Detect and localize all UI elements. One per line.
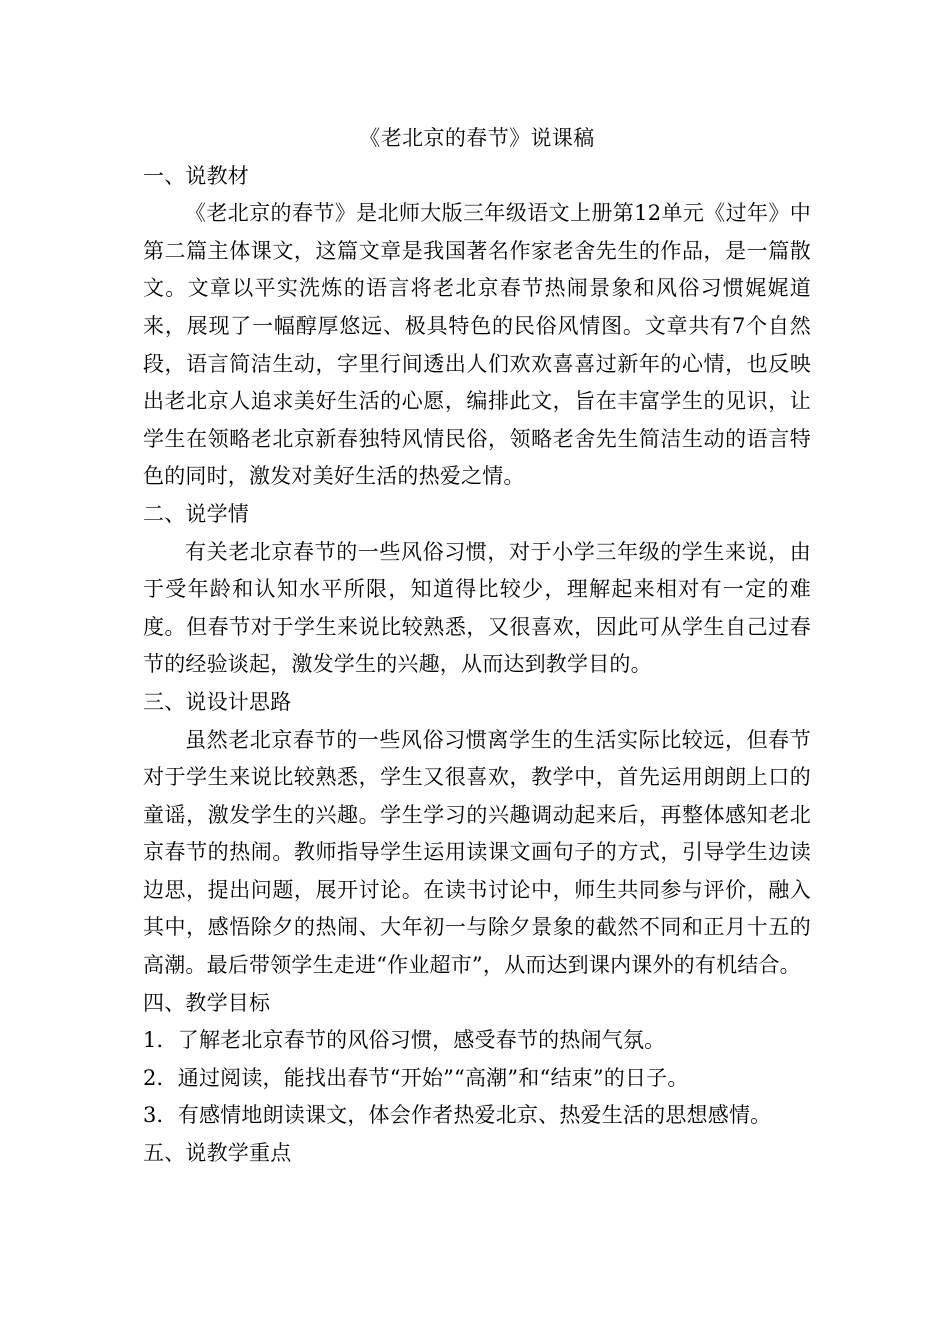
- section-paragraph-design: 虽然老北京春节的一些风俗习惯离学生的生活实际比较远，但春节对于学生来说比较熟悉，学生又很喜欢，教学中，首先运用朗朗上口的童谣，激发学生的兴趣。学生学习的兴趣调动起来后，再整体感知老北京春节的热闹。教师指导学生运用读课文画句子的方式，引导学生边读边思，提出问题，展开讨论。在读书讨论中，师生共同参与评价，融入其中，感悟除夕的热闹、大年初一与除夕景象的截然不同和正月十五的高潮。最后带领学生走进“作业超市”，从而达到课内课外的有机结合。: [143, 727, 811, 978]
- objective-item: 2．通过阅读，能找出春节“开始”“高潮”和“结束”的日子。: [143, 1065, 689, 1090]
- section-heading-textbook: 一、说教材: [143, 163, 249, 188]
- document-body: [143, 120, 811, 1173]
- section-paragraph-students: 有关老北京春节的一些风俗习惯，对于小学三年级的学生来说，由于受年龄和认知水平所限，知道得比较少，理解起来相对有一定的难度。但春节对于学生来说比较熟悉，又很喜欢，因此可从学生自己过春节的经验谈起，激发学生的兴趣，从而达到教学目的。: [143, 539, 811, 677]
- section-paragraph-textbook: 《老北京的春节》是北师大版三年级语文上册第12单元《过年》中第二篇主体课文，这篇文章是我国著名作家老舍先生的作品，是一篇散文。文章以平实洗炼的语言将老北京春节热闹景象和风俗习惯娓娓道来，展现了一幅醇厚悠远、极具特色的民俗风情图。文章共有7个自然段，语言简洁生动，字里行间透出人们欢欢喜喜过新年的心情，也反映出老北京人追求美好生活的心愿，编排此文，旨在丰富学生的见识，让学生在领略老北京新春独特风情民俗，领略老舍先生简洁生动的语言特色的同时，激发对美好生活的热爱之情。: [143, 201, 811, 489]
- section-heading-key-points: 五、说教学重点: [143, 1141, 292, 1166]
- section-heading-design: 三、说设计思路: [143, 689, 292, 714]
- objective-item: 3．有感情地朗读课文，体会作者热爱北京、热爱生活的思想感情。: [143, 1103, 772, 1128]
- document-title: 《老北京的春节》说课稿: [359, 126, 595, 150]
- objective-item: 1．了解老北京春节的风俗习惯，感受春节的热闹气氛。: [143, 1028, 666, 1053]
- section-heading-students: 二、说学情: [143, 501, 249, 526]
- section-heading-objectives: 四、教学目标: [143, 990, 271, 1015]
